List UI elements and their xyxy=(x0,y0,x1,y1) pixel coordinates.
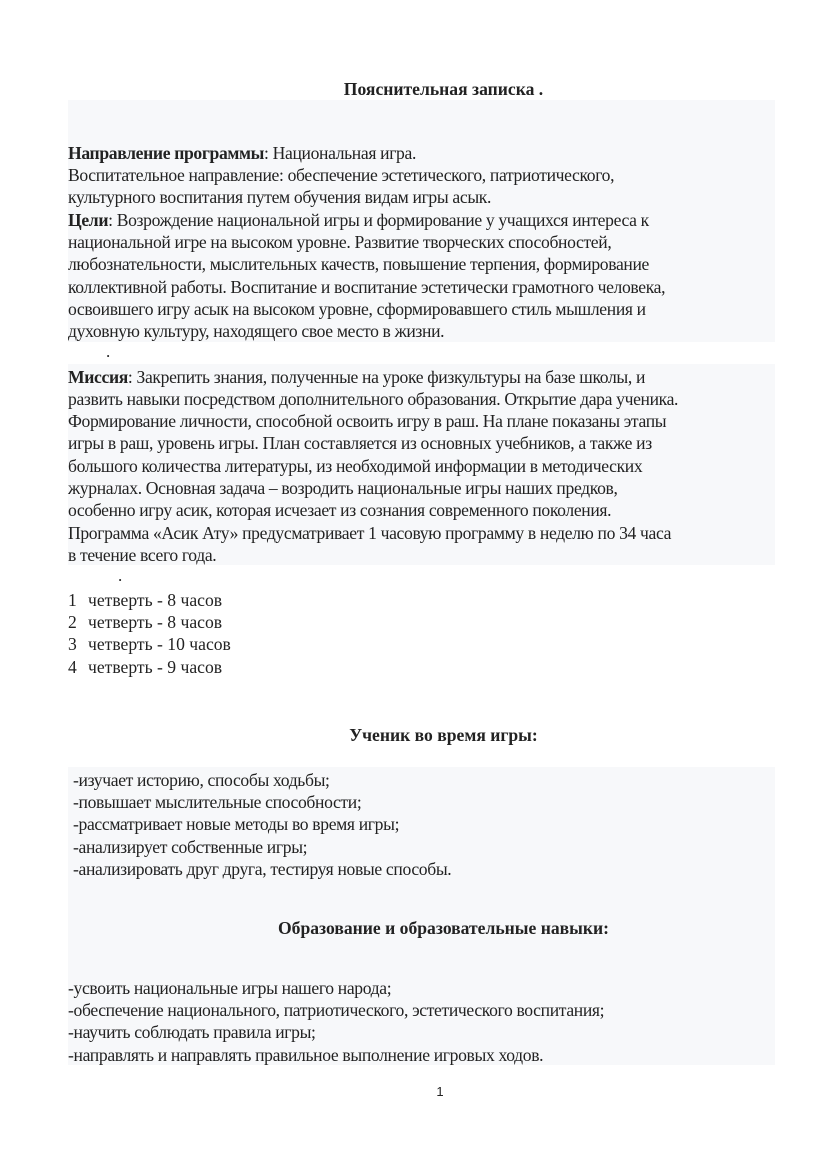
goals-line xyxy=(68,209,649,231)
separator-dot: . xyxy=(106,342,111,361)
student-item: -анализирует собственные игры; xyxy=(73,837,308,857)
mission-line: игры в раш, уровень игры. План составляется из основных учебников, а также из xyxy=(68,433,652,453)
mission-line: Программа «Асик Ату» предусматривает 1 часовую программу в неделю по 34 часа xyxy=(68,523,672,543)
mission-label: Миссия xyxy=(68,367,128,387)
mission-line: журналах. Основная задача – возродить национальные игры наших предков, xyxy=(68,478,618,498)
student-item: -повышает мыслительные способности; xyxy=(73,792,362,812)
quarter-text: четверть - 8 часов xyxy=(88,590,223,610)
mission-line: Формирование личности, способной освоить игру в раш. На плане показаны этапы xyxy=(68,411,667,431)
skills-section-title: Образование и образовательные навыки: xyxy=(277,918,610,938)
quarter-item xyxy=(68,633,231,655)
direction-label: Направление программы xyxy=(68,143,265,163)
quarter-item xyxy=(68,611,222,633)
skills-item: -усвоить национальные игры нашего народа; xyxy=(68,978,392,998)
quarter-item xyxy=(68,656,222,678)
skills-item: -обеспечение национального, патриотического, эстетического воспитания; xyxy=(68,1000,605,1020)
quarter-text: четверть - 9 часов xyxy=(88,657,223,677)
goals-label: Цели xyxy=(68,210,109,230)
education-direction-line: культурного воспитания путем обучения видам игры асык. xyxy=(68,187,492,207)
mission-line xyxy=(68,366,645,388)
page-title: Пояснительная записка . xyxy=(343,79,544,99)
goals-text: : Возрождение национальной игры и формирование у учащихся интереса к xyxy=(108,210,649,230)
mission-line: развить навыки посредством дополнительного образования. Открытие дара ученика. xyxy=(68,389,679,409)
skills-item: -научить соблюдать правила игры; xyxy=(68,1022,316,1042)
goals-line: освоившего игру асык на высоком уровне, сформировавшего стиль мышления и xyxy=(68,299,646,319)
mission-line: особенно игру асик, которая исчезает из сознания современного поколения. xyxy=(68,500,612,520)
student-section-title: Ученик во время игры: xyxy=(349,725,538,745)
quarter-text: четверть - 8 часов xyxy=(88,612,223,632)
page-number: 1 xyxy=(436,1084,444,1099)
goals-line: коллективной работы. Воспитание и воспитание эстетически грамотного человека, xyxy=(68,277,666,297)
education-direction-line: Воспитательное направление: обеспечение эстетического, патриотического, xyxy=(68,165,615,185)
quarter-number: 4 xyxy=(68,657,77,677)
quarter-number: 2 xyxy=(68,612,77,632)
direction-line xyxy=(68,142,416,164)
quarter-number: 1 xyxy=(68,590,77,610)
direction-text: : Национальная игра. xyxy=(264,143,417,163)
student-item: -рассматривает новые методы во время игры; xyxy=(73,814,400,834)
quarter-item xyxy=(68,589,222,611)
skills-item: -направлять и направлять правильное выполнение игровых ходов. xyxy=(68,1045,544,1065)
student-item: -изучает историю, способы ходьбы; xyxy=(73,770,330,790)
student-item: -анализировать друг друга, тестируя новые способы. xyxy=(73,859,452,879)
mission-text: : Закрепить знания, полученные на уроке физкультуры на базе школы, и xyxy=(127,367,646,387)
goals-line: национальной игре на высоком уровне. Развитие творческих способностей, xyxy=(68,232,612,252)
quarter-number: 3 xyxy=(68,634,77,654)
goals-line: духовную культуру, находящего свое место в жизни. xyxy=(68,321,445,341)
separator-dot: . xyxy=(118,566,123,585)
mission-line: в течение всего года. xyxy=(68,545,217,565)
goals-line: любознательности, мыслительных качеств, повышение терпения, формирование xyxy=(68,254,649,274)
quarter-text: четверть - 10 часов xyxy=(88,634,231,654)
mission-line: большого количества литературы, из необходимой информации в методических xyxy=(68,456,643,476)
